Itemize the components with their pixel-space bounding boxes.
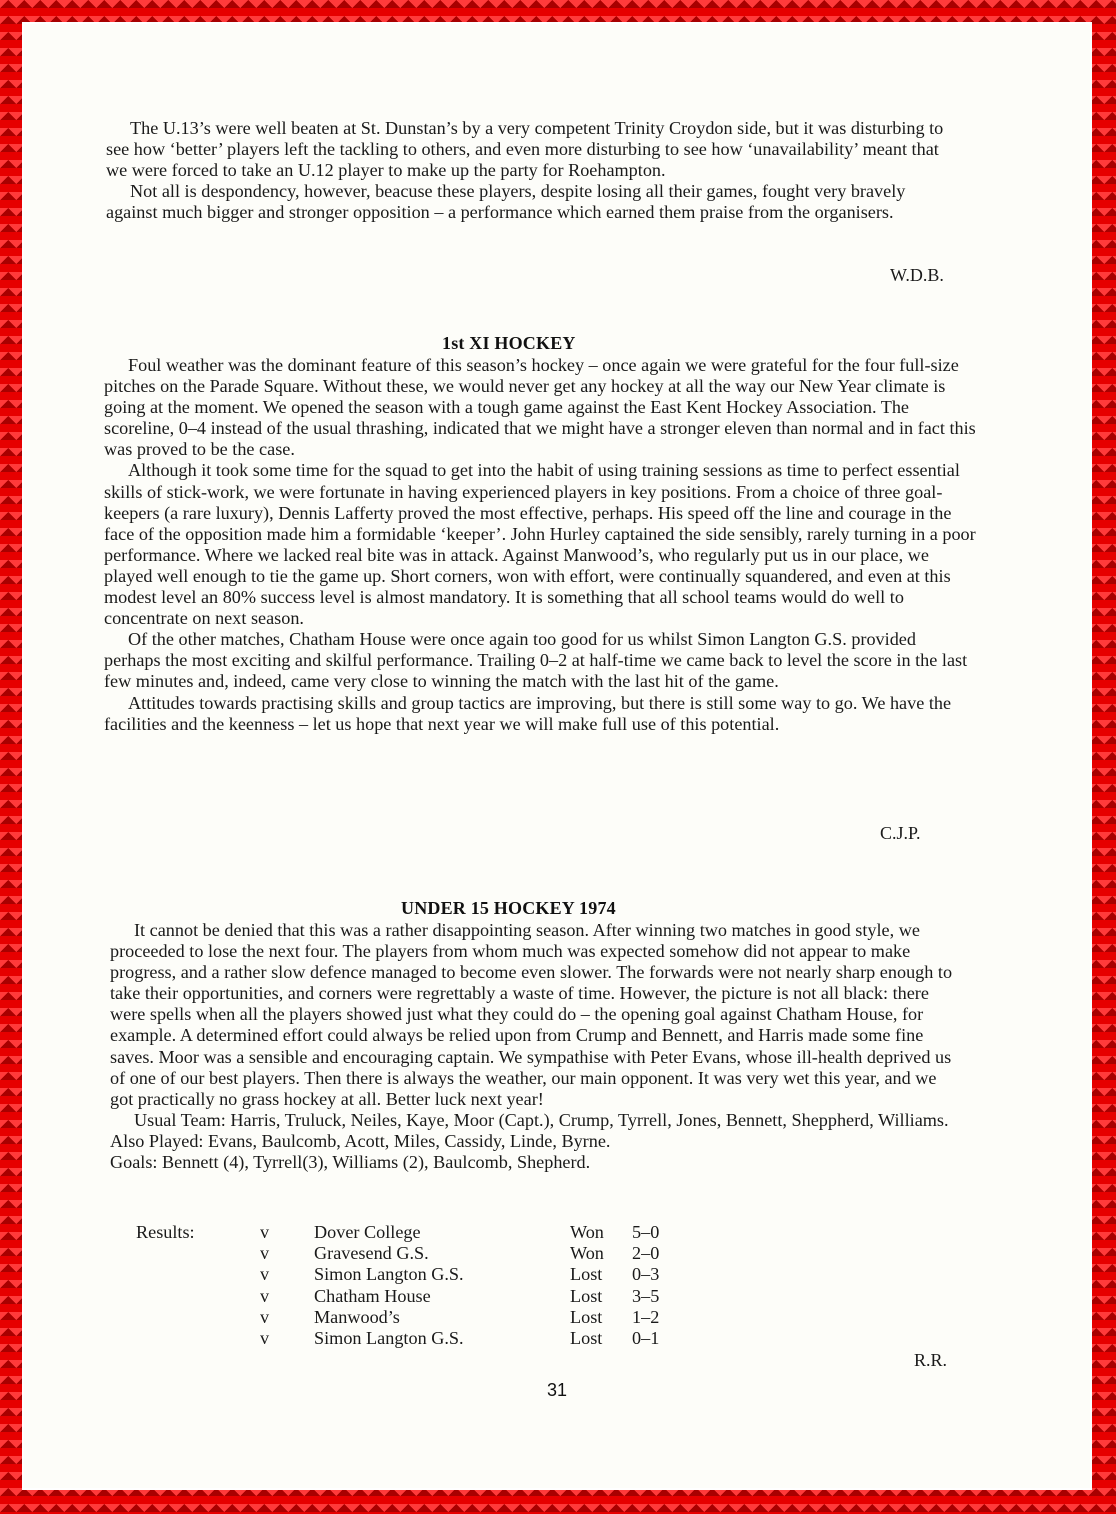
u15-paragraph-1: It cannot be denied that this was a rather disappointing season. After winning two matches in good style, we proceeded to lose the next four. The players from whom much was expected somehow did not appear to make progress, and a rather slow defence managed to become even slower. The forwards were not nearly sharp enough to take their opportunities, and corners were regrettably a waste of time. However, the picture is not all black: there were spells when all the players showed just what they could do – the opening goal against Chatham House, for example. A determined effort could always be relied upon from Crump and Bennett, and Harris made some fine saves. Moor was a sensible and encouraging captain. We sympathise with Peter Evans, whose ill-health deprived us of one of our best players. Then there is always the weather, our main opponent. It was very wet this year, and we got practically no grass hockey at all. Better luck next year! xyxy=(110,920,953,1109)
match-outcome: Won xyxy=(570,1243,604,1264)
page-number: 31 xyxy=(546,1380,568,1400)
match-score: 0–1 xyxy=(632,1328,660,1349)
opponent-name: Manwood’s xyxy=(314,1306,400,1327)
table-row xyxy=(136,1222,659,1243)
u13-paragraph-1: The U.13’s were well beaten at St. Dunstan’s by a very competent Trinity Croydon side, but it was disturbing to see how ‘better’ players left the tackling to others, and even more disturbing to see how ‘unavailability’ meant that we were forced to take an U.12 player to make up the party for Roehampton. xyxy=(106,118,944,181)
results-label: Results: xyxy=(136,1222,195,1242)
u13-paragraph-2: Not all is despondency, however, beacuse these players, despite losing all their games, fought very bravely against much bigger and stronger opposition – a performance which earned them praise from the organisers. xyxy=(106,181,906,223)
versus-marker: v xyxy=(260,1243,270,1264)
signature-rr: R.R. xyxy=(914,1350,948,1370)
opponent-name: Gravesend G.S. xyxy=(314,1243,429,1264)
match-outcome: Lost xyxy=(570,1328,603,1349)
match-score: 2–0 xyxy=(632,1243,660,1264)
first-xi-paragraph-1: Foul weather was the dominant feature of this season’s hockey – once again we were grateful for the four full-size pitches on the Parade Square. Without these, we would never get any hockey at all the way our New Year climate is going at the moment. We opened the season with a tough game against the East Kent Hockey Association. The scoreline, 0–4 instead of the usual thrashing, indicated that we might have a stronger eleven than normal and in fact this was proved to be the case. xyxy=(104,355,976,460)
signature-cjp: C.J.P. xyxy=(880,823,921,843)
document-page xyxy=(22,22,1092,1490)
opponent-name: Chatham House xyxy=(314,1285,431,1306)
table-row xyxy=(136,1264,659,1285)
first-xi-report xyxy=(104,355,976,735)
results-table xyxy=(136,1222,659,1349)
match-outcome: Lost xyxy=(570,1264,603,1285)
match-outcome: Lost xyxy=(570,1285,603,1306)
match-score: 3–5 xyxy=(632,1285,660,1306)
match-score: 0–3 xyxy=(632,1264,660,1285)
match-outcome: Won xyxy=(570,1222,604,1242)
versus-marker: v xyxy=(260,1285,270,1306)
u15-goals: Goals: Bennett (4), Tyrrell(3), Williams (2), Baulcomb, Shepherd. xyxy=(110,1152,591,1173)
match-score: 5–0 xyxy=(632,1222,660,1242)
table-row xyxy=(136,1328,659,1349)
table-row xyxy=(136,1286,659,1307)
versus-marker: v xyxy=(260,1328,270,1349)
u15-report xyxy=(110,920,960,1173)
signature-wdb: W.D.B. xyxy=(890,265,944,285)
first-xi-paragraph-4: Attitudes towards practising skills and group tactics are improving, but there is still some way to go. We have the facilities and the keenness – let us hope that next year we will make full use of this potential. xyxy=(104,692,952,734)
table-row xyxy=(136,1307,659,1328)
first-xi-paragraph-3: Of the other matches, Chatham House were once again too good for us whilst Simon Langton G.S. provided perhaps the most exciting and skilful performance. Trailing 0–2 at half-time we came back to level the score in the last few minutes and, indeed, came very close to winning the match with the last hit of the game. xyxy=(104,629,968,692)
opponent-name: Dover College xyxy=(314,1222,421,1242)
section-title-under-15-hockey: UNDER 15 HOCKEY 1974 xyxy=(401,898,616,918)
first-xi-paragraph-2: Although it took some time for the squad to get into the habit of using training sessions as time to perfect essential skills of stick-work, we were fortunate in having experienced players in key positions. From a choice of three goal-keepers (a rare luxury), Dennis Lafferty proved the most effective, perhaps. His speed off the line and courage in the face of the opposition made him a formidable ‘keeper’. John Hurley captained the side sensibly, rarely turning in a poor performance. Where we lacked real bite was in attack. Against Manwood’s, who regularly put us in our place, we played well enough to tie the game up. Short corners, won with effort, were continually squandered, and even at this modest level an 80% success level is almost mandatory. It is something that all school teams would do well to concentrate on next season. xyxy=(104,460,976,629)
section-title-1st-xi-hockey: 1st XI HOCKEY xyxy=(442,333,576,353)
u13-report xyxy=(106,118,946,223)
opponent-name: Simon Langton G.S. xyxy=(314,1328,464,1349)
opponent-name: Simon Langton G.S. xyxy=(314,1264,464,1285)
u15-team-paragraph: Usual Team: Harris, Truluck, Neiles, Kaye, Moor (Capt.), Crump, Tyrrell, Jones, Bennett, Sheppherd, Williams. Also Played: Evans, Baulcomb, Acott, Miles, Cassidy, Linde, Byrne. xyxy=(110,1109,949,1151)
match-outcome: Lost xyxy=(570,1306,603,1327)
versus-marker: v xyxy=(260,1306,270,1327)
table-row xyxy=(136,1243,659,1264)
versus-marker: v xyxy=(260,1222,270,1242)
match-score: 1–2 xyxy=(632,1306,660,1327)
versus-marker: v xyxy=(260,1264,270,1285)
